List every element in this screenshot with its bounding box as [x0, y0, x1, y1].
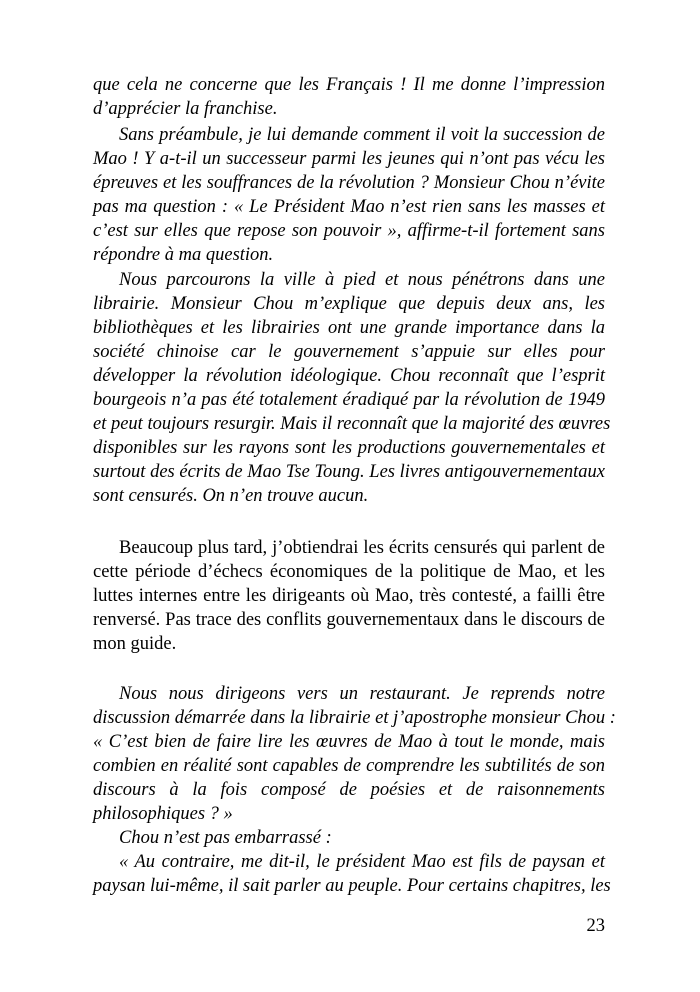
text-line: et peut toujours resurgir. Mais il reconnaît que la majorité des œuvres [93, 414, 611, 434]
text-line: c’est sur elles que repose son pouvoir », affirme-t-il fortement sans [93, 221, 605, 241]
text-line: société chinoise car le gouvernement s’appuie sur elles pour [93, 342, 605, 362]
page-number: 23 [586, 916, 605, 936]
paragraph-6 [93, 826, 605, 850]
paragraph-1 [93, 73, 605, 121]
text-line: d’apprécier la franchise. [93, 99, 278, 119]
text-line: bibliothèques et les librairies ont une grande importance dans la [93, 318, 605, 338]
text-line: sont censurés. On n’en trouve aucun. [93, 486, 369, 506]
text-line: épreuves et les souffrances de la révolution ? Monsieur Chou n’évite [93, 173, 605, 193]
text-line: que cela ne concerne que les Français ! Il me donne l’impression [93, 75, 605, 95]
text-line: Nous nous dirigeons vers un restaurant. Je reprends notre [119, 684, 605, 704]
text-line: philosophiques ? » [93, 804, 233, 824]
text-line: pas ma question : « Le Président Mao n’est rien sans les masses et [93, 197, 605, 217]
paragraph-2 [93, 123, 605, 267]
paragraph-3 [93, 268, 611, 508]
text-line: Beaucoup plus tard, j’obtiendrai les écrits censurés qui parlent de [119, 538, 605, 558]
text-line: discussion démarrée dans la librairie et j’apostrophe monsieur Chou : [93, 708, 616, 728]
text-line: Nous parcourons la ville à pied et nous pénétrons dans une [119, 270, 605, 290]
text-line: librairie. Monsieur Chou m’explique que depuis deux ans, les [93, 294, 605, 314]
text-line: mon guide. [93, 634, 177, 654]
text-line: discours à la fois composé de poésies et de raisonnements [93, 780, 605, 800]
text-line: Chou n’est pas embarrassé : [119, 828, 332, 848]
text-line: bourgeois n’a pas été totalement éradiqué par la révolution de 1949 [93, 390, 605, 410]
text-line: surtout des écrits de Mao Tse Toung. Les livres antigouvernementaux [93, 462, 605, 482]
paragraph-5 [93, 682, 616, 826]
text-line: disponibles sur les rayons sont les productions gouvernementales et [93, 438, 605, 458]
text-line: Mao ! Y a-t-il un successeur parmi les jeunes qui n’ont pas vécu les [93, 149, 605, 169]
text-line: « C’est bien de faire lire les œuvres de Mao à tout le monde, mais [93, 732, 605, 752]
paragraph-4 [93, 536, 605, 656]
text-line: luttes internes entre les dirigeants où Mao, très contesté, a failli être [93, 586, 605, 606]
text-line: cette période d’échecs économiques de la politique de Mao, et les [93, 562, 605, 582]
text-line: répondre à ma question. [93, 245, 274, 265]
text-line: développer la révolution idéologique. Chou reconnaît que l’esprit [93, 366, 605, 386]
paragraph-7 [93, 850, 611, 898]
text-line: renversé. Pas trace des conflits gouvernementaux dans le discours de [93, 610, 605, 630]
text-line: Sans préambule, je lui demande comment il voit la succession de [119, 125, 605, 145]
text-line: « Au contraire, me dit-il, le président Mao est fils de paysan et [119, 852, 605, 872]
text-line: combien en réalité sont capables de comprendre les subtilités de son [93, 756, 605, 776]
text-line: paysan lui-même, il sait parler au peuple. Pour certains chapitres, les [93, 876, 611, 896]
